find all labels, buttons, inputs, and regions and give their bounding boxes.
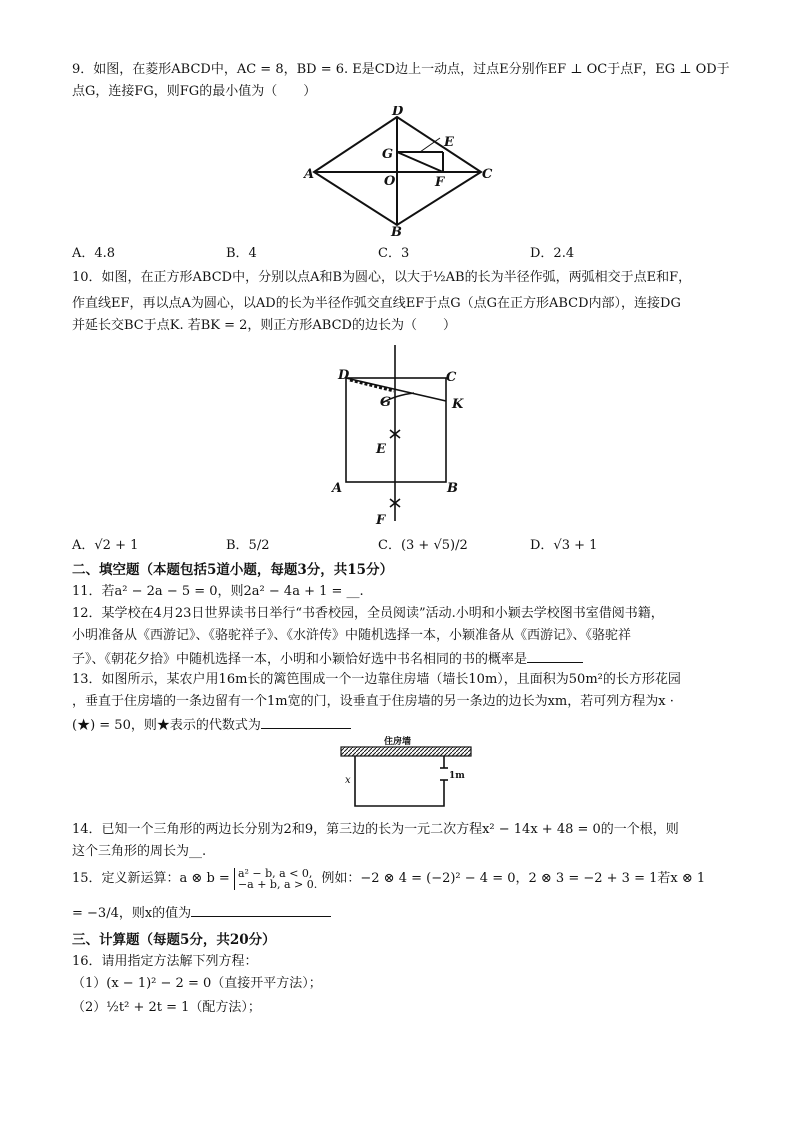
- q15-line1: [72, 868, 705, 892]
- door-label: 1m: [449, 771, 465, 781]
- q12-line3-text: 子》、《朝花夕拾》中随机选择一本，小明和小颖恰好选中书名相同的书的概率是: [72, 652, 528, 667]
- q16-part2: （2）½t² + 2t = 1（配方法）；: [72, 1000, 261, 1015]
- section-fill-in-title: 二、填空题（本题包括5道小题，每题3分，共15分）: [72, 562, 394, 578]
- label-B: B: [391, 225, 402, 236]
- q12-line2: 小明准备从《西游记》、《骆驼祥子》、《水浒传》中随机选择一本，小颖准备从《西游记》、《骆驼祥: [72, 628, 632, 643]
- q15-answer-blank: [191, 904, 331, 917]
- q15-prefix: 15．定义新运算：a ⊗ b =: [72, 871, 230, 886]
- q13-line3-text: (★) = 50，则★表示的代数式为: [72, 718, 261, 733]
- square-figure: [324, 343, 474, 533]
- label-C: C: [482, 167, 493, 182]
- q9-option-d: D．2.4: [530, 246, 575, 261]
- q16-intro: 16．请用指定方法解下列方程：: [72, 954, 258, 969]
- rhombus-figure: [300, 106, 500, 236]
- q14-line2: 这个三角形的周长为__.: [72, 844, 207, 859]
- label-A: A: [332, 481, 343, 496]
- label-D: D: [338, 368, 350, 383]
- q9-option-c: C．3: [378, 246, 410, 261]
- q15-line2-text: = −3/4，则x的值为: [72, 906, 192, 921]
- q9-option-b: B．4: [226, 246, 257, 261]
- garden-figure: [336, 736, 476, 812]
- label-K: K: [452, 397, 464, 412]
- q15-suffix: 例如：−2 ⊗ 4 = (−2)² − 4 = 0，2 ⊗ 3 = −2 + 3 = 1若x ⊗ 1: [321, 871, 706, 886]
- wall-label: 住房墙: [384, 737, 412, 747]
- q10-option-c: C．(3 + √5)/2: [378, 538, 468, 553]
- q15-piecewise: [234, 868, 317, 890]
- q10-option-d: D．√3 + 1: [530, 538, 598, 553]
- label-E: E: [376, 442, 386, 457]
- q10-line1: 10．如图，在正方形ABCD中，分别以点A和B为圆心，以大于½AB的长为半径作弧，两弧相交于点E和F，: [72, 270, 692, 285]
- label-E: E: [444, 135, 454, 150]
- section-calc-title: 三、计算题（每题5分，共20分）: [72, 932, 276, 948]
- q13-answer-blank: [261, 716, 351, 729]
- q9-line2: 点G，连接FG，则FG的最小值为（ ）: [72, 84, 317, 99]
- q11-text: 11．若a² − 2a − 5 = 0，则2a² − 4a + 1 = __.: [72, 584, 364, 599]
- q12-line1: 12．某学校在4月23日世界读书日举行“书香校园，全员阅读”活动.小明和小颖去学校图书室借阅书籍，: [72, 606, 664, 621]
- label-B: B: [447, 481, 458, 496]
- q12-answer-blank: [527, 650, 583, 663]
- q15-case2: −a + b, a > 0.: [237, 878, 318, 891]
- label-G: G: [380, 395, 392, 410]
- label-O: O: [384, 174, 396, 189]
- q13-line2: ，垂直于住房墙的一条边留有一个1m宽的门，设垂直于住房墙的另一条边的边长为xm，若可列方程为x ·: [72, 694, 674, 709]
- q10-option-b: B．5/2: [226, 538, 270, 553]
- q14-line1: 14．已知一个三角形的两边长分别为2和9，第三边的长为一元二次方程x² − 14x + 48 = 0的一个根，则: [72, 822, 679, 837]
- label-A: A: [304, 167, 315, 182]
- q12-line3: [72, 650, 583, 668]
- q15-line2: [72, 904, 331, 922]
- label-F: F: [376, 513, 386, 528]
- q10-option-a: A．√2 + 1: [72, 538, 139, 553]
- q9-line1: 9．如图，在菱形ABCD中，AC = 8，BD = 6. E是CD边上一动点，过点E分别作EF ⊥ OC于点F，EG ⊥ OD于: [72, 62, 730, 77]
- label-F: F: [435, 175, 445, 190]
- x-label: x: [345, 775, 351, 786]
- q9-option-a: A．4.8: [72, 246, 116, 261]
- q13-line1: 13．如图所示，某农户用16m长的篱笆围成一个一边靠住房墙（墙长10m），且面积为50m²的长方形花园: [72, 672, 681, 687]
- label-C: C: [446, 370, 457, 385]
- label-G: G: [382, 147, 394, 162]
- q15-case1: a² − b, a < 0,: [237, 867, 313, 880]
- label-D: D: [392, 106, 404, 119]
- q10-line3: 并延长交BC于点K. 若BK = 2，则正方形ABCD的边长为（ ）: [72, 318, 456, 333]
- q16-part1: （1）(x − 1)² − 2 = 0（直接开平方法）；: [72, 976, 322, 991]
- q10-line2: 作直线EF，再以点A为圆心，以AD的长为半径作弧交直线EF于点G（点G在正方形ABCD内部），连接DG: [72, 296, 681, 311]
- q13-line3: [72, 716, 351, 734]
